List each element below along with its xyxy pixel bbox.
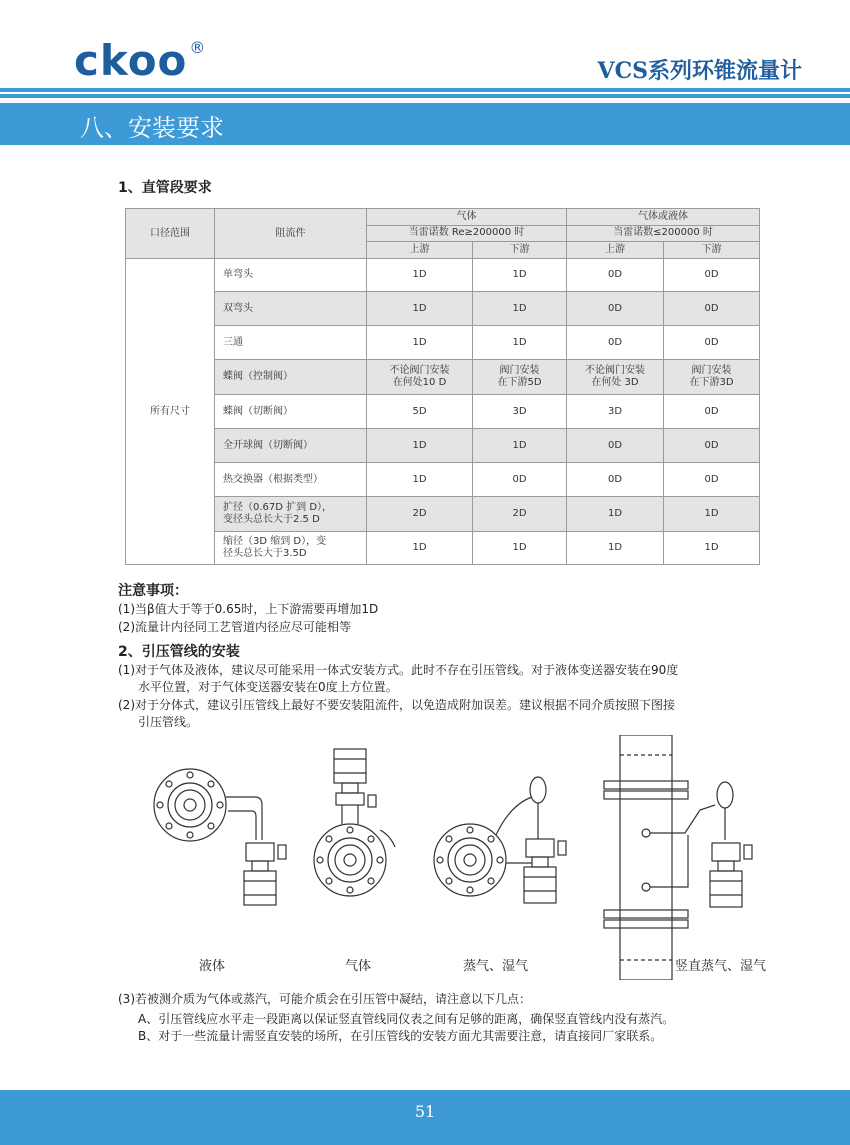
figure-label-gas: 气体 <box>345 959 372 974</box>
header-rule-bottom <box>0 94 850 98</box>
cell-fitting-name: 缩径（3D 缩到 D），变 径头总长大于3.5D <box>215 532 367 565</box>
cell-value: 1D <box>473 292 567 326</box>
para-3: (3)若被测介质为气体或蒸汽，可能介质会在引压管中凝结，请注意以下几点： <box>118 992 532 1006</box>
cell-value: 0D <box>567 292 664 326</box>
para-3-a: A、引压管线应水平走一段距离以保证竖直管线同仪表之间有足够的距离，确保竖直管线内没有蒸汽。 <box>138 1012 675 1026</box>
table-row <box>126 292 760 326</box>
figure-label-steam: 蒸气、湿气 <box>463 959 529 974</box>
cell-value: 3D <box>473 395 567 429</box>
cell-value: 0D <box>664 326 760 360</box>
cell-value: 0D <box>664 292 760 326</box>
page-number: 51 <box>414 1102 436 1121</box>
table-row <box>126 497 760 532</box>
table-row <box>126 395 760 429</box>
cell-value: 0D <box>664 429 760 463</box>
notes-title: 注意事项： <box>118 583 188 599</box>
table-row <box>126 326 760 360</box>
table-row <box>126 532 760 565</box>
cell-value: 阀门安装 在下游3D <box>664 360 760 395</box>
header-liquid: 气体或液体 <box>567 209 760 226</box>
document-title: VCS系列环锥流量计 <box>597 58 802 84</box>
subsection-title-impulse-line: 2、引压管线的安装 <box>118 644 240 660</box>
cell-value: 不论阀门安装 在何处 3D <box>567 360 664 395</box>
cell-value: 1D <box>664 532 760 565</box>
cell-value: 0D <box>664 463 760 497</box>
vertical-steam-installation-drawing <box>604 735 752 980</box>
cell-value: 1D <box>567 532 664 565</box>
header-liquid-down: 下游 <box>664 242 760 259</box>
gas-installation-drawing <box>314 749 395 896</box>
note-1: (1)当β值大于等于0.65时，上下游需要再增加1D <box>118 602 379 616</box>
cell-value: 3D <box>567 395 664 429</box>
section-title: 八、安装要求 <box>80 114 224 142</box>
cell-fitting-name: 蝶阀（切断阀） <box>215 395 367 429</box>
cell-value: 5D <box>367 395 473 429</box>
para-2-line-2: 引压管线。 <box>138 715 199 729</box>
para-2-line-1: (2)对于分体式，建议引压管线上最好不要安装阻流件，以免造成附加误差。建议根据不同介质按照下图接 <box>118 698 676 712</box>
cell-value: 0D <box>567 429 664 463</box>
steam-installation-drawing <box>434 777 566 903</box>
para-1-line-1: (1)对于气体及液体，建议尽可能采用一体式安装方式。此时不存在引压管线。对于液体变送器安装在90度 <box>118 663 679 677</box>
header-gas: 气体 <box>367 209 567 226</box>
cell-fitting-name: 扩径（0.67D 扩到 D）， 变径头总长大于2.5 D <box>215 497 367 532</box>
cell-value: 1D <box>473 326 567 360</box>
cell-value: 1D <box>367 532 473 565</box>
table-row <box>126 360 760 395</box>
header-caliber: 口径范围 <box>126 209 215 259</box>
cell-value: 1D <box>367 326 473 360</box>
cell-value: 2D <box>473 497 567 532</box>
cell-value: 不论阀门安装 在何处10 D <box>367 360 473 395</box>
note-2: (2)流量计内径同工艺管道内径应尽可能相等 <box>118 620 351 634</box>
liquid-installation-drawing <box>154 769 286 905</box>
cell-fitting-name: 三通 <box>215 326 367 360</box>
cell-fitting-name: 蝶阀（控制阀） <box>215 360 367 395</box>
table-row <box>126 259 760 292</box>
para-3-b: B、对于一些流量计需竖直安装的场所，在引压管线的安装方面尤其需要注意，请直接同厂家联系。 <box>138 1029 663 1043</box>
header-gas-condition: 当雷诺数 Re≥200000 时 <box>367 225 567 242</box>
table-row <box>126 429 760 463</box>
table-body <box>126 259 760 565</box>
cell-value: 0D <box>567 326 664 360</box>
cell-value: 1D <box>473 429 567 463</box>
cell-value: 阀门安装 在下游5D <box>473 360 567 395</box>
brand-logo <box>74 36 207 85</box>
cell-value: 1D <box>367 429 473 463</box>
cell-value: 1D <box>367 259 473 292</box>
cell-fitting-name: 双弯头 <box>215 292 367 326</box>
header-liquid-up: 上游 <box>567 242 664 259</box>
cell-value: 0D <box>664 395 760 429</box>
cell-value: 1D <box>567 497 664 532</box>
straight-pipe-table <box>125 208 760 565</box>
cell-all-sizes: 所有尺寸 <box>126 259 215 565</box>
cell-value: 0D <box>473 463 567 497</box>
cell-value: 1D <box>664 497 760 532</box>
cell-fitting-name: 单弯头 <box>215 259 367 292</box>
table-header-row-1 <box>126 209 760 226</box>
header-gas-down: 下游 <box>473 242 567 259</box>
cell-value: 0D <box>664 259 760 292</box>
para-1-line-2: 水平位置，对于气体变送器安装在0度上方位置。 <box>138 680 398 694</box>
cell-value: 1D <box>367 292 473 326</box>
header-liquid-condition: 当雷诺数≤200000 时 <box>567 225 760 242</box>
figure-label-vertical-steam: 竖直蒸气、湿气 <box>675 959 767 974</box>
header-fitting: 阻流件 <box>215 209 367 259</box>
cell-fitting-name: 全开球阀（切断阀） <box>215 429 367 463</box>
cell-value: 1D <box>473 532 567 565</box>
cell-fitting-name: 热交换器（根据类型） <box>215 463 367 497</box>
table-row <box>126 463 760 497</box>
installation-figures <box>140 735 780 980</box>
cell-value: 0D <box>567 259 664 292</box>
cell-value: 2D <box>367 497 473 532</box>
header-gas-up: 上游 <box>367 242 473 259</box>
cell-value: 1D <box>473 259 567 292</box>
registered-mark: ® <box>189 38 207 57</box>
figure-label-liquid: 液体 <box>199 959 226 974</box>
subsection-title-straight-pipe: 1、直管段要求 <box>118 180 212 196</box>
cell-value: 1D <box>367 463 473 497</box>
cell-value: 0D <box>567 463 664 497</box>
logo-text: ckoo <box>74 36 188 85</box>
header-rule-top <box>0 88 850 92</box>
